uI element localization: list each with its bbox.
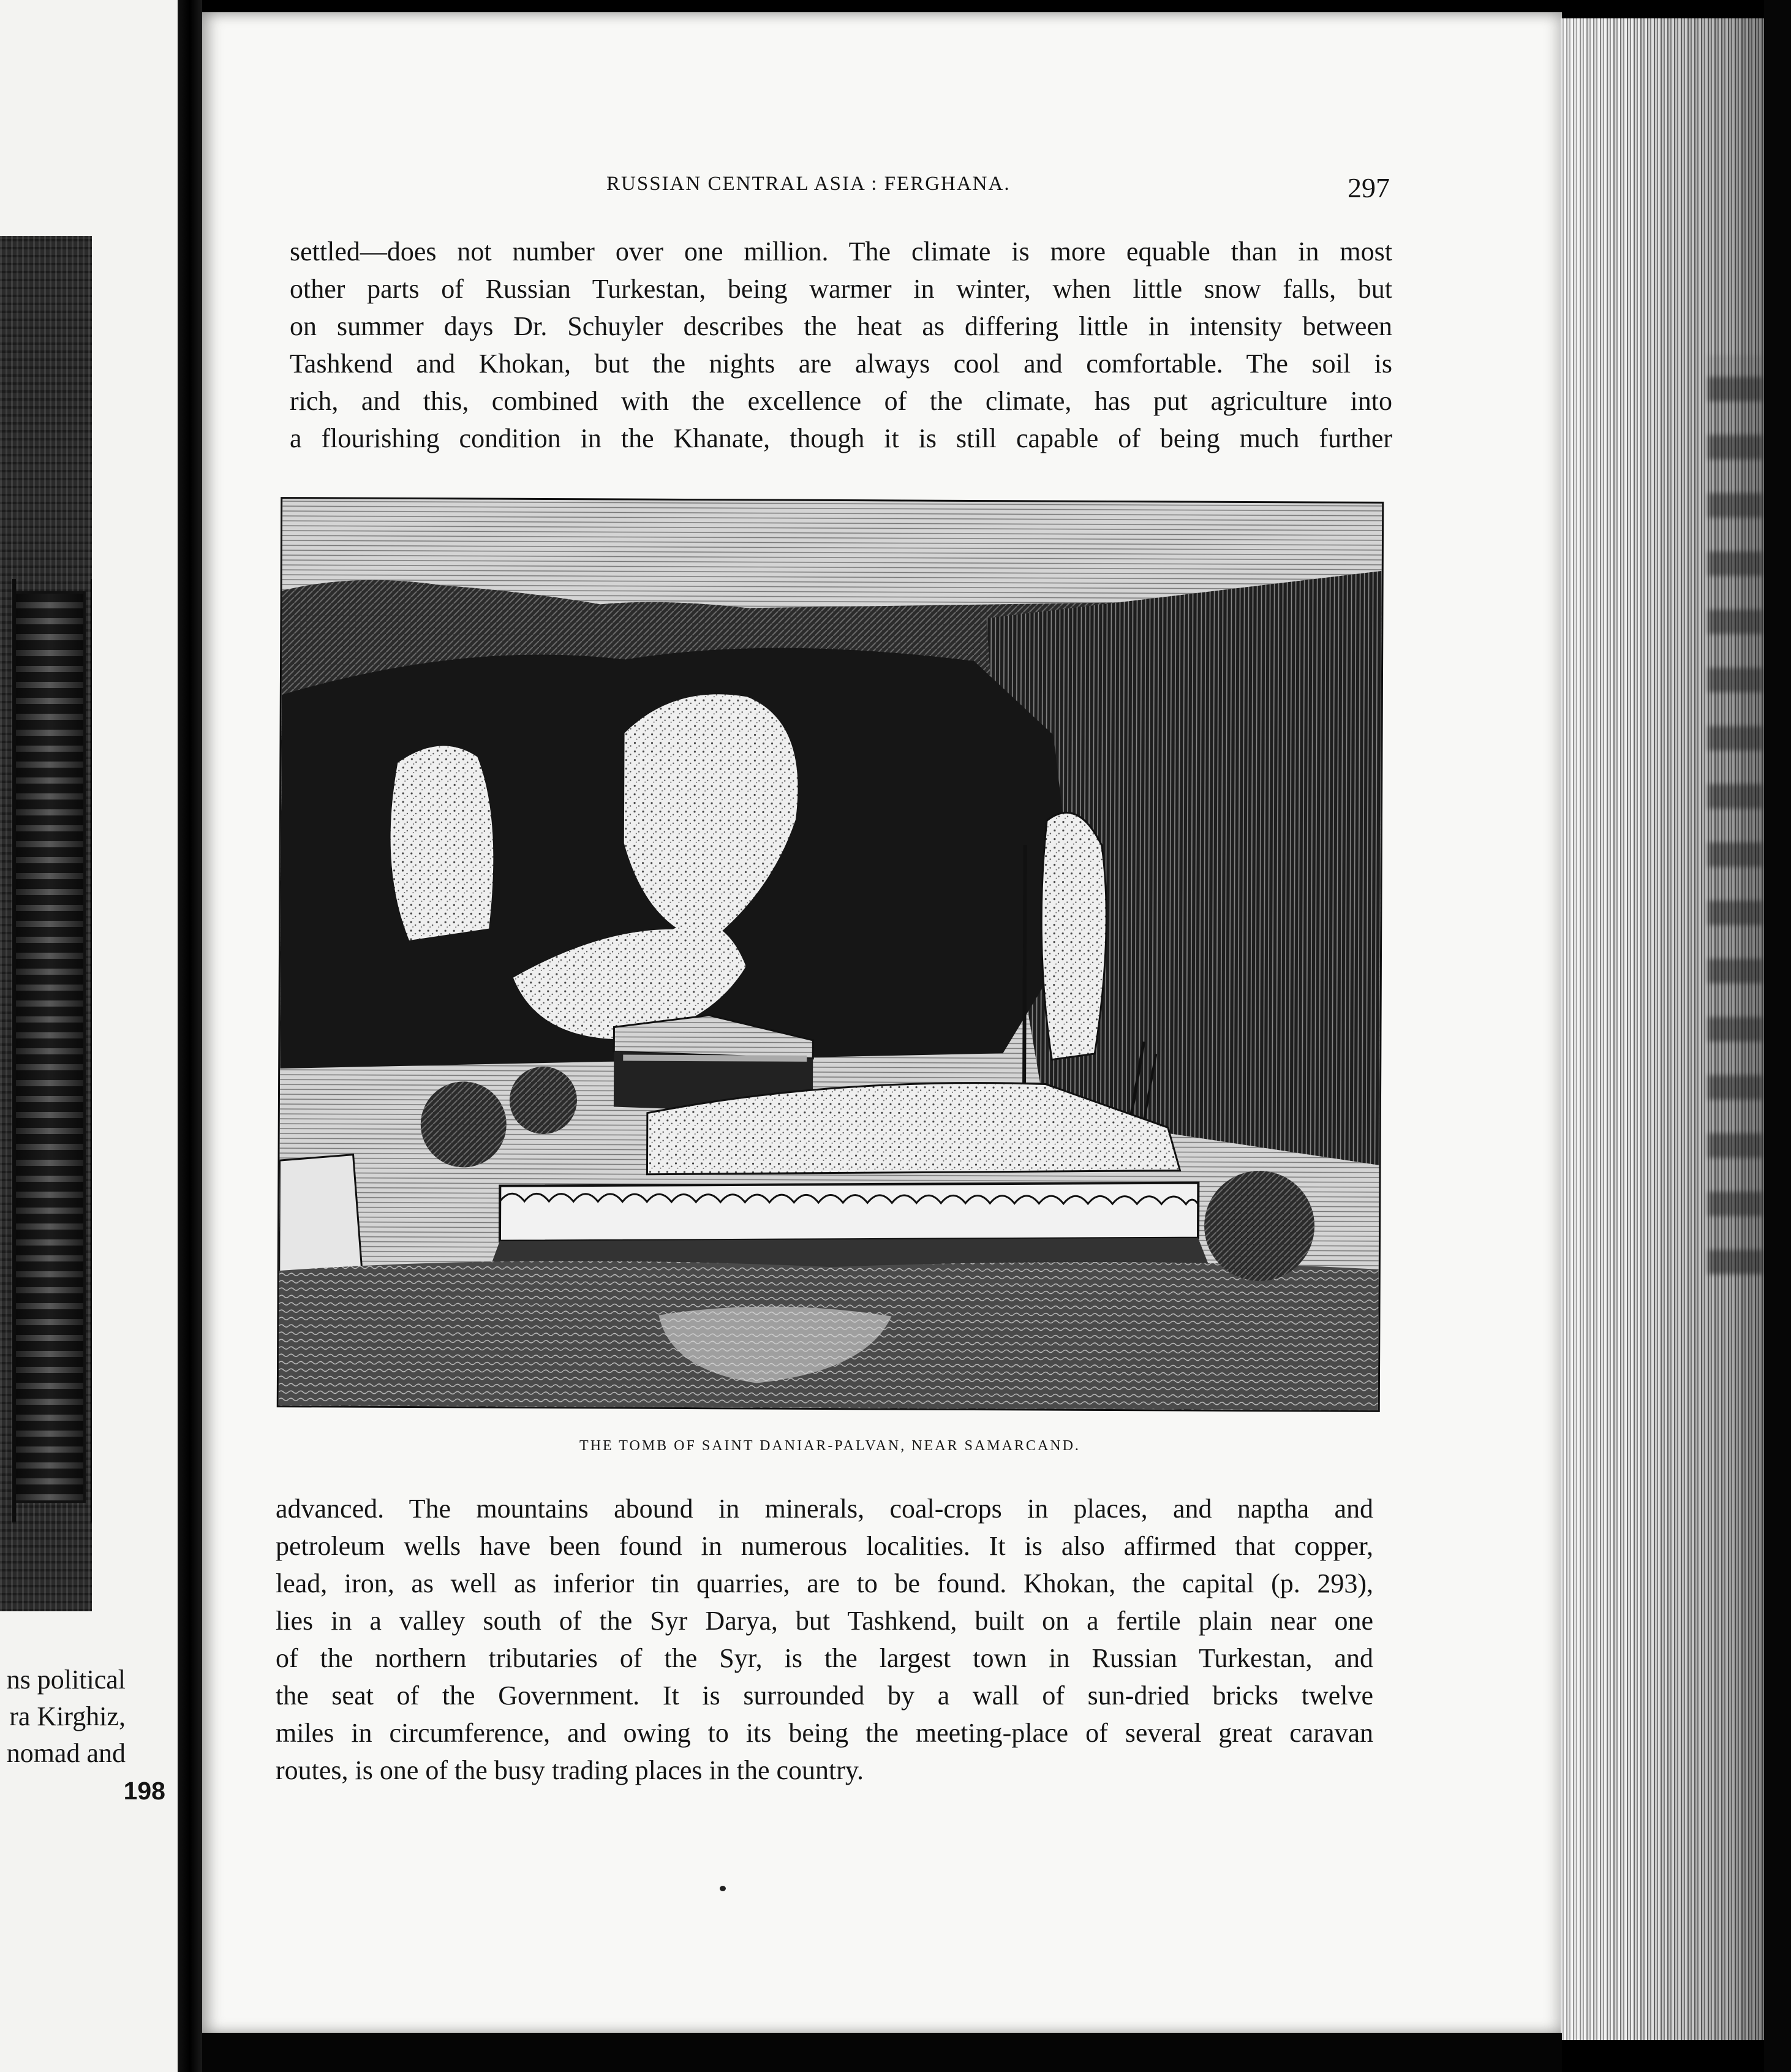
text-line: settled—does not number over one million. The climate is more equable than in most [290,236,1392,267]
left-page-engraving [0,236,92,1611]
left-text-line: ns political [6,1665,126,1695]
text-line: lead, iron, as well as inferior tin quarries, are to be found. Khokan, the capital (p. 293), [276,1568,1373,1598]
text-line: routes, is one of the busy trading places in the country. [276,1755,864,1785]
stack-stain [1708,355,1763,1274]
left-page-number: 198 [123,1777,165,1805]
figure-caption: THE TOMB OF SAINT DANIAR-PALVAN, NEAR SAMARCAND. [579,1438,1080,1454]
running-head: RUSSIAN CENTRAL ASIA : FERGHANA. [606,173,1011,195]
text-line: rich, and this, combined with the excellence of the climate, has put agriculture into [290,386,1392,416]
text-line: Tashkend and Khokan, but the nights are always cool and comfortable. The soil is [290,349,1392,379]
book-gutter [178,0,202,2072]
text-line: miles in circumference, and owing to its being the meeting-place of several great caravan [276,1718,1373,1748]
text-line: other parts of Russian Turkestan, being warmer in winter, when little snow falls, but [290,274,1392,304]
printer-mark [720,1886,726,1891]
text-line: petroleum wells have been found in numerous localities. It is also affirmed that copper, [276,1531,1373,1561]
text-line: advanced. The mountains abound in minerals, coal-crops in places, and naptha and [276,1494,1373,1524]
text-line: lies in a valley south of the Syr Darya, but Tashkend, built on a fertile plain near one [276,1606,1373,1636]
scan-background-bottom [202,2033,1562,2072]
tomb-engraving [277,497,1384,1412]
text-line: of the northern tributaries of the Syr, is the largest town in Russian Turkestan, and [276,1643,1373,1673]
page-stack-edge [1561,18,1791,2040]
pillar-outline [12,579,92,1522]
paragraph-bottom [276,1490,1373,1789]
text-line: a flourishing condition in the Khanate, though it is still capable of being much further [290,423,1392,453]
left-text-line: nomad and [6,1738,126,1768]
left-page-text [0,1662,126,1772]
page-number: 297 [1348,172,1390,203]
paragraph-top [290,233,1392,457]
text-line: on summer days Dr. Schuyler describes the heat as differing little in intensity between [290,311,1392,341]
text-line: the seat of the Government. It is surrounded by a wall of sun-dried bricks twelve [276,1681,1373,1711]
left-text-line: ra Kirghiz, [9,1701,126,1731]
scan-background-right [1764,0,1791,2072]
